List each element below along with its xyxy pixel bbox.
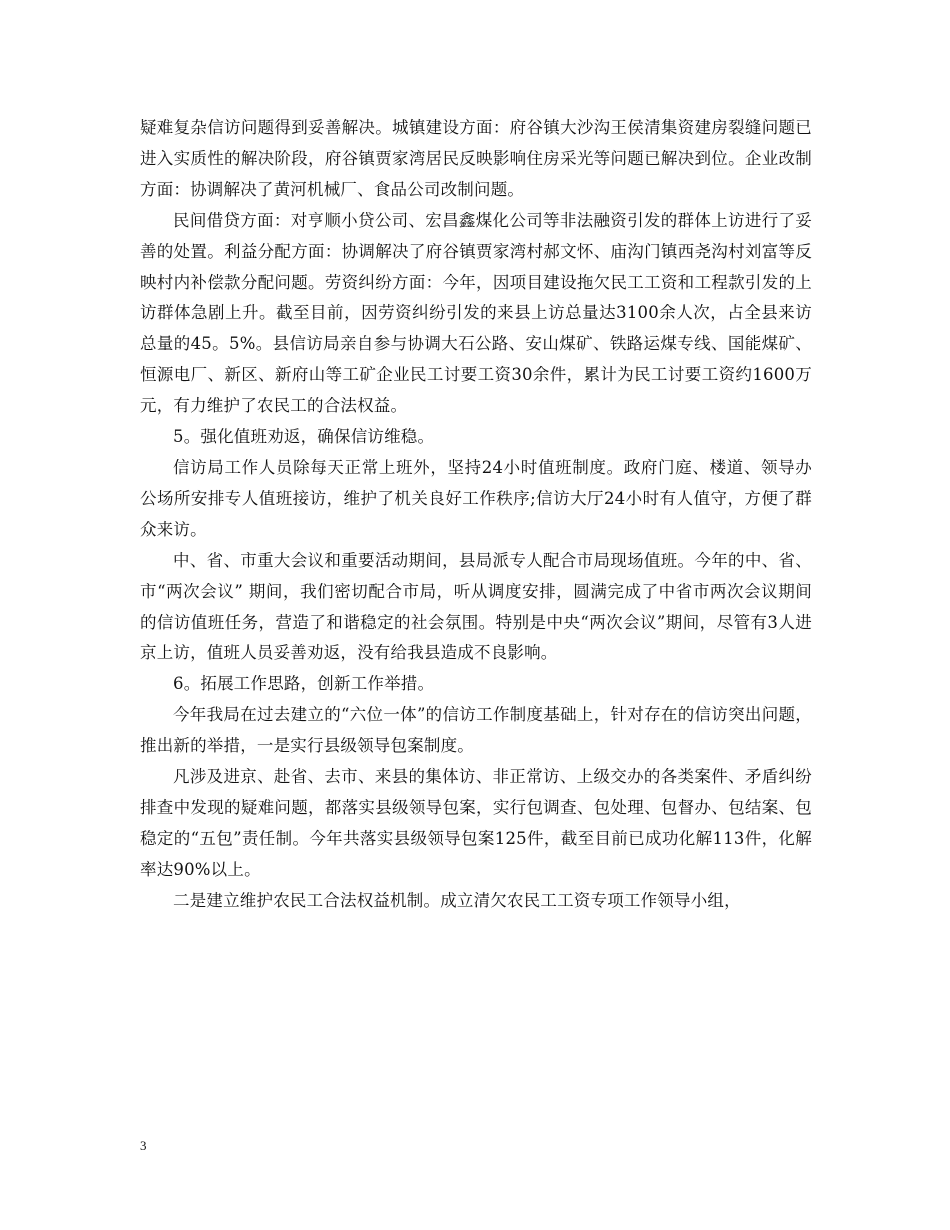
paragraph: 凡涉及进京、赴省、去市、来县的集体访、非正常访、上级交办的各类案件、矛盾纠纷排查中发现的疑难问题，都落实县级领导包案，实行包调查、包处理、包督办、包结案、包稳定的“五包”责任制。今年共落实县级领导包案125件，截至目前已成功化解113件，化解率达90%以上。 [140, 767, 812, 879]
paragraph: 6。拓展工作思路，创新工作举措。 [173, 674, 435, 694]
paragraph: 信访局工作人员除每天正常上班外，坚持24小时值班制度。政府门庭、楼道、领导办公场所安排专人值班接访，维护了机关良好工作秩序;信访大厅24小时有人值守，方便了群众来访。 [140, 457, 812, 539]
page-number: 3 [140, 1138, 147, 1153]
paragraph: 5。强化值班劝返，确保信访维稳。 [173, 427, 435, 447]
paragraph: 今年我局在过去建立的“六位一体”的信访工作制度基础上，针对存在的信访突出问题，推出新的举措，一是实行县级领导包案制度。 [140, 705, 812, 756]
paragraph: 二是建立维护农民工合法权益机制。成立清欠农民工工资专项工作领导小组， [173, 890, 741, 910]
body-text [140, 113, 812, 917]
paragraph: 中、省、市重大会议和重要活动期间，县局派专人配合市局现场值班。今年的中、省、市“两次会议” 期间，我们密切配合市局，听从调度安排，圆满完成了中省市两次会议期间的信访值班任务，营造了和谐稳定的社会氛围。特别是中央“两次会议”期间，尽管有3人进京上访，值班人员妥善劝返，没有给我县造成不良影响。 [140, 550, 812, 663]
paragraph: 疑难复杂信访问题得到妥善解决。城镇建设方面：府谷镇大沙沟王侯清集资建房裂缝问题已进入实质性的解决阶段，府谷镇贾家湾居民反映影响住房采光等问题已解决到位。企业改制方面：协调解决了黄河机械厂、食品公司改制问题。 [140, 118, 812, 199]
paragraph: 民间借贷方面：对亨顺小贷公司、宏昌鑫煤化公司等非法融资引发的群体上访进行了妥善的处置。利益分配方面：协调解决了府谷镇贾家湾村郝文怀、庙沟门镇西尧沟村刘富等反映村内补偿款分配问题。劳资纠纷方面：今年，因项目建设拖欠民工工资和工程款引发的上访群体急剧上升。截至目前，因劳资纠纷引发的来县上访总量达3100余人次，占全县来访总量的45。5%。县信访局亲自参与协调大石公路、安山煤矿、铁路运煤专线、国能煤矿、恒源电厂、新区、新府山等工矿企业民工讨要工资30余件，累计为民工讨要工资约1600万元，有力维护了农民工的合法权益。 [140, 210, 812, 416]
